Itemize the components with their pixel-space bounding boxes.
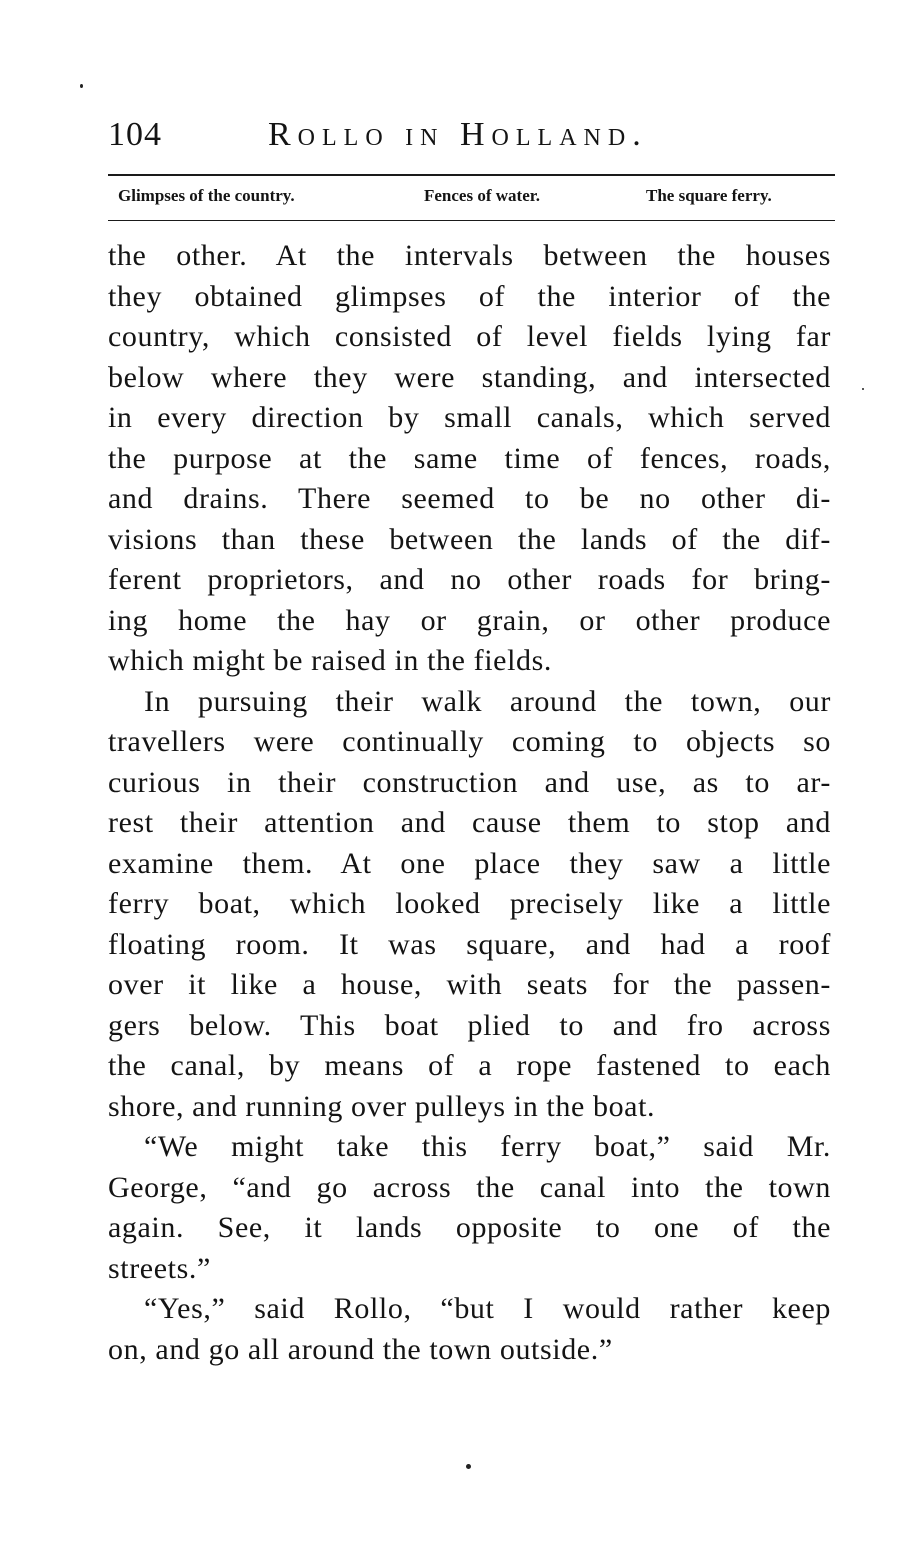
paragraph — [108, 682, 831, 1128]
text-line: and drains. There seemed to be no other di- — [108, 482, 831, 515]
text-line: George, “and go across the canal into the town — [108, 1170, 831, 1204]
text-line: ing home the hay or grain, or other produce — [108, 603, 831, 637]
header-rule-top — [108, 174, 835, 176]
header-rule-bottom — [108, 220, 835, 221]
body-text — [108, 236, 831, 1370]
text-line: they obtained glimpses of the interior of the — [108, 279, 831, 313]
synopsis-item: Glimpses of the country. — [118, 186, 295, 205]
text-line: in every direction by small canals, which served — [108, 401, 831, 434]
text-line: travellers were continually coming to objects so — [108, 725, 831, 758]
text-line: the canal, by means of a rope fastened to each — [108, 1049, 831, 1082]
text-line: below where they were standing, and intersected — [108, 360, 831, 394]
page-number: 104 — [108, 116, 162, 153]
text-line: over it like a house, with seats for the passen- — [108, 968, 831, 1001]
paragraph — [108, 236, 831, 682]
text-line: rest their attention and cause them to stop and — [108, 806, 831, 839]
print-speck — [80, 84, 83, 88]
text-line: In pursuing their walk around the town, our — [144, 684, 831, 718]
print-speck — [466, 1464, 471, 1469]
synopsis-item: The square ferry. — [646, 186, 772, 205]
text-line: floating room. It was square, and had a roof — [108, 927, 831, 961]
text-line: “Yes,” said Rollo, “but I would rather keep — [144, 1292, 831, 1325]
text-line: shore, and running over pulleys in the boat. — [108, 1089, 656, 1123]
text-line: streets.” — [108, 1251, 211, 1285]
page-header — [108, 116, 834, 164]
text-line: ferry boat, which looked precisely like a little — [108, 887, 831, 920]
chapter-synopsis — [118, 186, 834, 214]
print-speck — [862, 388, 864, 390]
text-line: country, which consisted of level fields lying far — [108, 320, 831, 353]
paragraph — [108, 1289, 831, 1370]
text-line: the purpose at the same time of fences, roads, — [108, 441, 831, 475]
text-line: “We might take this ferry boat,” said Mr. — [144, 1130, 831, 1163]
text-line: examine them. At one place they saw a little — [108, 846, 831, 880]
text-line: curious in their construction and use, as to ar- — [108, 765, 831, 799]
text-line: which might be raised in the fields. — [108, 644, 553, 677]
text-line: on, and go all around the town outside.” — [108, 1332, 613, 1366]
running-title: Rollo in Holland. — [268, 116, 648, 153]
synopsis-item: Fences of water. — [424, 186, 540, 205]
text-line: visions than these between the lands of the dif- — [108, 522, 831, 556]
text-line: ferent proprietors, and no other roads for bring- — [108, 563, 831, 596]
text-line: gers below. This boat plied to and fro across — [108, 1008, 831, 1042]
text-line: again. See, it lands opposite to one of the — [108, 1211, 831, 1244]
text-line: the other. At the intervals between the houses — [108, 239, 831, 272]
paragraph — [108, 1127, 831, 1289]
